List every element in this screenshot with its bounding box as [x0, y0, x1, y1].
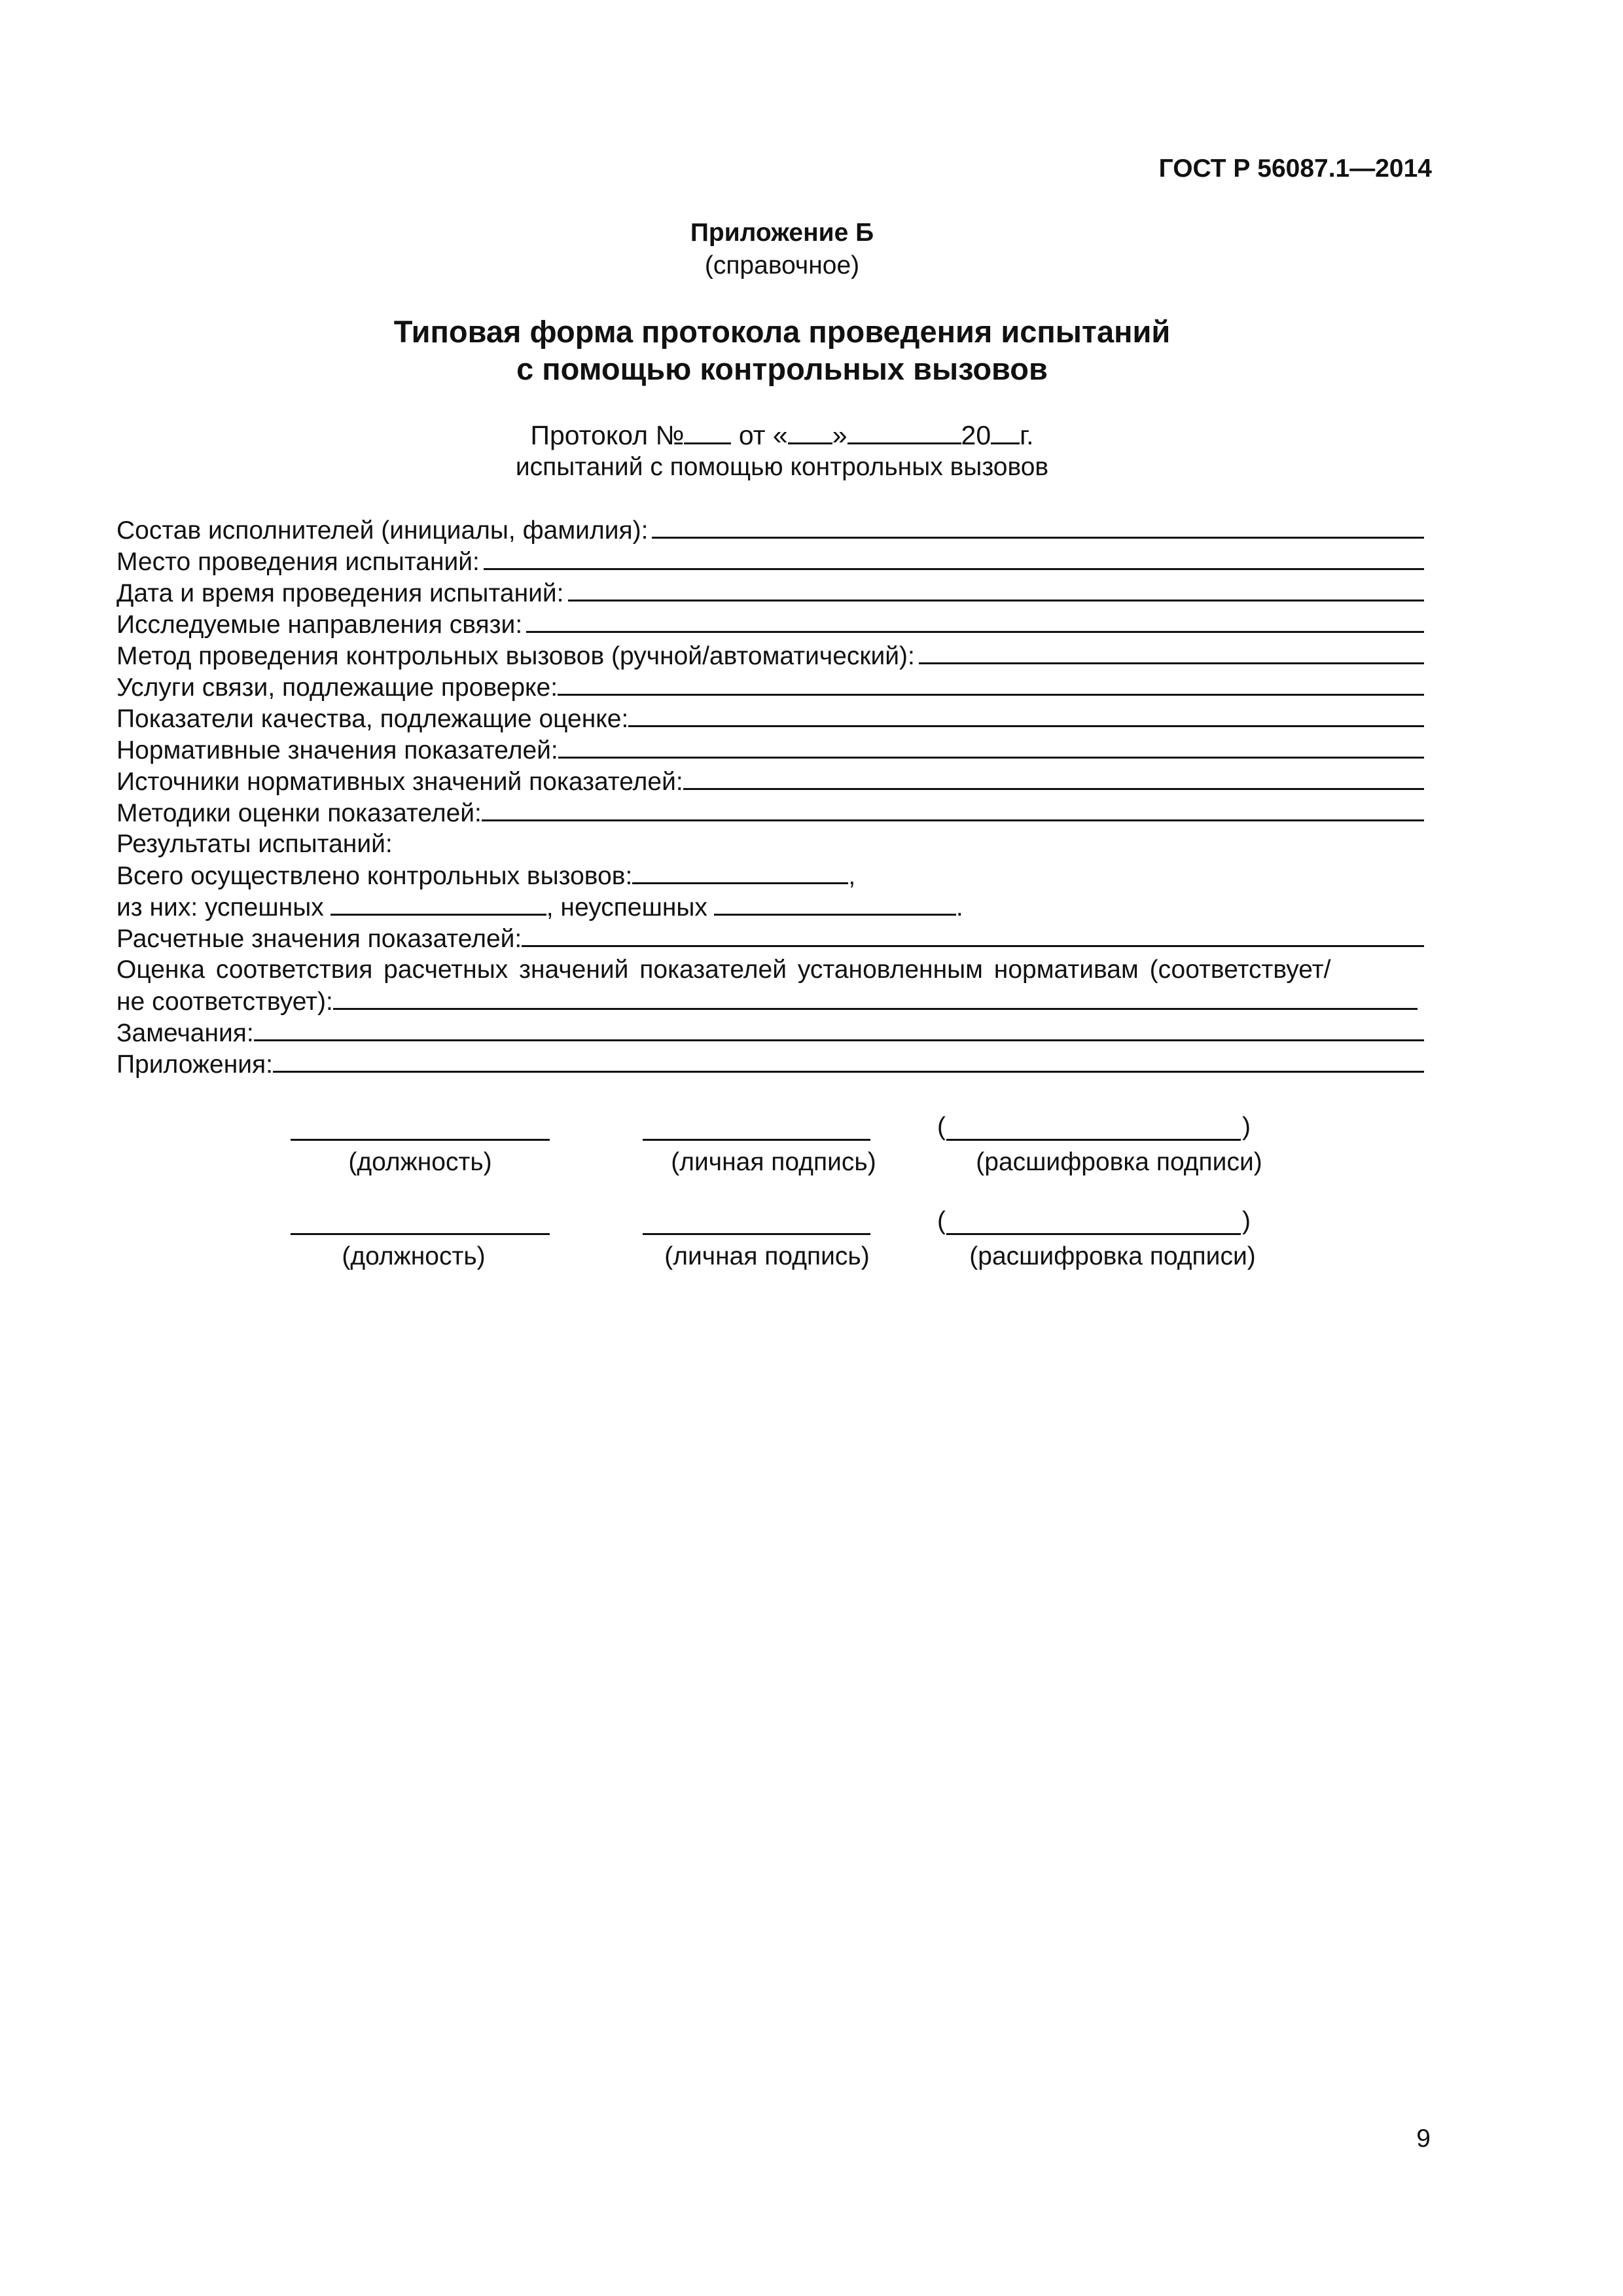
protocol-word: Протокол № — [530, 420, 685, 450]
field-indicators-label: Показатели качества, подлежащие оценке: — [116, 705, 629, 733]
field-attachments-label: Приложения: — [116, 1050, 274, 1079]
signature-block-2 — [0, 1207, 1623, 1272]
field-norm-values-blank[interactable] — [558, 734, 1424, 759]
field-datetime-blank[interactable] — [568, 577, 1424, 601]
position-caption: (должность) — [342, 1242, 486, 1270]
open-paren: ( — [937, 1207, 946, 1235]
decoding-blank[interactable] — [946, 1139, 1241, 1141]
field-methods — [116, 797, 1424, 829]
field-indicators-blank[interactable] — [628, 703, 1424, 727]
protocol-from: от « — [738, 420, 788, 450]
field-calc-values — [116, 923, 1424, 954]
protocol-number-line — [0, 419, 1564, 452]
decoding-caption: (расшифровка подписи) — [976, 1148, 1262, 1176]
field-results — [116, 829, 1424, 860]
field-total-calls — [116, 860, 1424, 891]
document-standard-number: ГОСТ Р 56087.1—2014 — [1158, 154, 1432, 183]
field-location — [116, 546, 1424, 577]
field-successful — [116, 891, 1424, 923]
field-calc-values-blank[interactable] — [522, 923, 1424, 947]
protocol-number-blank[interactable] — [684, 419, 731, 444]
field-norm-values — [116, 734, 1424, 766]
protocol-month-blank[interactable] — [847, 419, 961, 444]
protocol-year-suffix: г. — [1020, 420, 1034, 450]
field-directions — [116, 609, 1424, 640]
field-total-calls-label: Всего осуществлено контрольных вызовов: — [116, 862, 633, 890]
field-norm-values-label: Нормативные значения показателей: — [116, 736, 558, 764]
field-attachments-blank[interactable] — [273, 1049, 1424, 1073]
signature-block-1 — [0, 1113, 1623, 1178]
field-unsuccessful-end: . — [955, 893, 963, 922]
protocol-subtitle: испытаний с помощью контрольных вызовов — [515, 453, 1049, 481]
field-executors — [116, 514, 1424, 546]
field-method-label: Метод проведения контрольных вызовов (ручной/автоматический): — [116, 642, 915, 670]
field-executors-blank[interactable] — [652, 514, 1424, 539]
protocol-year-blank[interactable] — [991, 419, 1020, 444]
field-attachments — [116, 1049, 1424, 1080]
page-number: 9 — [1416, 2125, 1431, 2153]
signature-caption: (личная подпись) — [664, 1242, 870, 1270]
field-location-label: Место проведения испытаний: — [116, 548, 480, 576]
signature-blank[interactable] — [643, 1233, 870, 1235]
close-paren: ) — [1242, 1207, 1251, 1235]
protocol-close-quote: » — [832, 420, 847, 450]
signature-caption: (личная подпись) — [671, 1148, 876, 1176]
field-datetime — [116, 577, 1424, 609]
field-methods-blank[interactable] — [482, 797, 1424, 821]
form-fields — [116, 514, 1424, 1080]
field-services — [116, 672, 1424, 703]
form-title-line-1: Типовая форма протокола проведения испытаний — [393, 314, 1171, 349]
field-assessment-label-2: не соответствует): — [116, 988, 333, 1016]
field-method — [116, 640, 1424, 672]
form-title — [0, 313, 1564, 387]
decoding-caption: (расшифровка подписи) — [969, 1242, 1256, 1270]
field-indicators — [116, 703, 1424, 734]
field-remarks-blank[interactable] — [254, 1017, 1424, 1041]
field-methods-label: Методики оценки показателей: — [116, 799, 482, 827]
field-successful-blank[interactable] — [330, 891, 546, 916]
field-norm-sources-blank[interactable] — [683, 766, 1424, 790]
position-blank[interactable] — [291, 1139, 550, 1141]
field-assessment-blank[interactable] — [333, 986, 1418, 1010]
field-assessment-line-2 — [116, 986, 1424, 1017]
position-caption: (должность) — [348, 1148, 492, 1176]
field-directions-blank[interactable] — [526, 609, 1424, 633]
field-norm-sources-label: Источники нормативных значений показателей: — [116, 768, 683, 796]
field-datetime-label: Дата и время проведения испытаний: — [116, 579, 564, 607]
field-directions-label: Исследуемые направления связи: — [116, 611, 523, 639]
field-calc-values-label: Расчетные значения показателей: — [116, 925, 522, 953]
field-unsuccessful-label: , неуспешных — [546, 893, 707, 922]
field-location-blank[interactable] — [484, 546, 1424, 570]
field-total-calls-blank[interactable] — [632, 860, 848, 884]
close-paren: ) — [1242, 1113, 1251, 1141]
protocol-year-prefix: 20 — [961, 420, 991, 450]
field-successful-label: из них: успешных — [116, 893, 324, 922]
signature-blank[interactable] — [643, 1139, 870, 1141]
appendix-type: (справочное) — [704, 251, 860, 279]
field-services-label: Услуги связи, подлежащие проверке: — [116, 673, 558, 702]
field-method-blank[interactable] — [919, 640, 1424, 664]
field-assessment-label-1: Оценка соответствия расчетных значений показателей установленным нормативам (соответствует/ — [116, 956, 1331, 984]
field-total-calls-end: , — [848, 862, 856, 890]
field-assessment-line-1 — [116, 954, 1424, 986]
field-norm-sources — [116, 766, 1424, 797]
field-results-label: Результаты испытаний: — [116, 830, 393, 858]
field-remarks-label: Замечания: — [116, 1019, 254, 1047]
position-blank[interactable] — [291, 1233, 550, 1235]
field-remarks — [116, 1017, 1424, 1049]
field-unsuccessful-blank[interactable] — [714, 891, 956, 916]
open-paren: ( — [937, 1113, 946, 1141]
form-title-line-2: с помощью контрольных вызовов — [516, 351, 1048, 386]
appendix-title: Приложение Б — [690, 219, 874, 247]
decoding-blank[interactable] — [946, 1233, 1241, 1235]
protocol-day-blank[interactable] — [788, 419, 832, 444]
field-executors-label: Состав исполнителей (инициалы, фамилия): — [116, 516, 649, 545]
field-services-blank[interactable] — [558, 672, 1424, 696]
